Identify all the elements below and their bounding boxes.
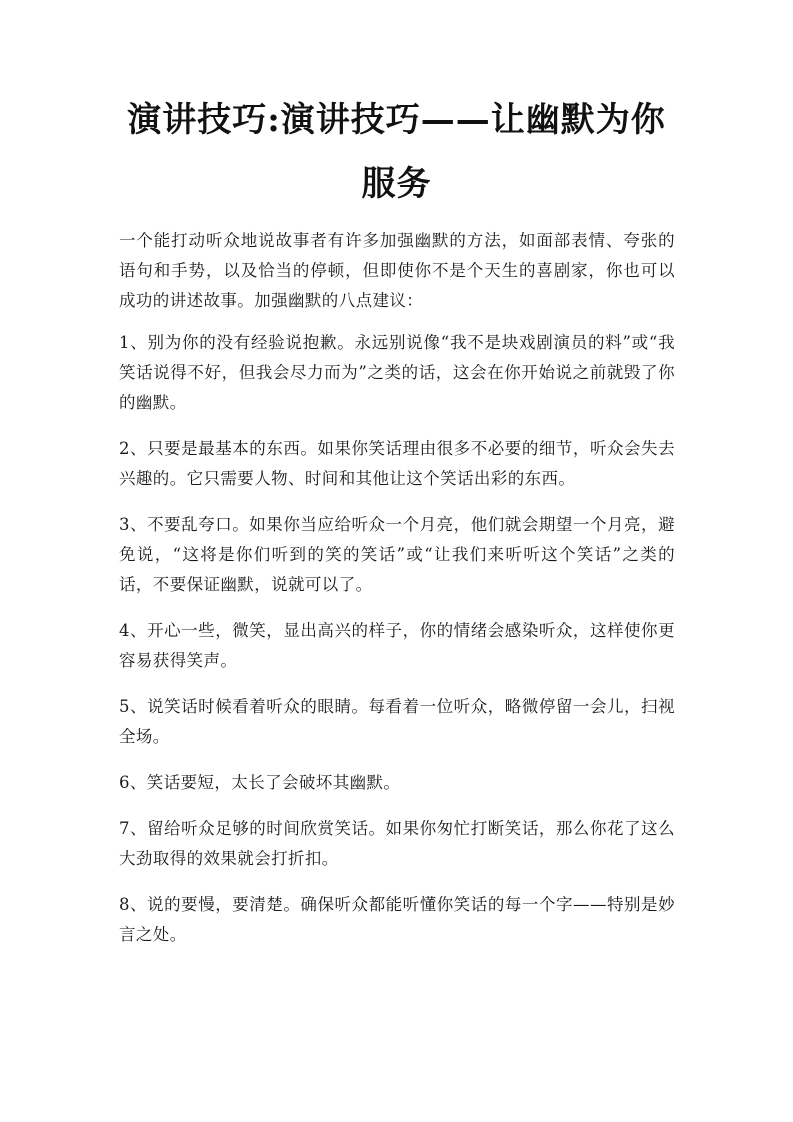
tip-paragraph-5: 5、说笑话时候看着听众的眼睛。每看着一位听众，略微停留一会儿，扫视全场。 xyxy=(119,697,675,746)
tip-paragraph-1: 1、别为你的没有经验说抱歉。永远别说像“我不是块戏剧演员的料”或“我笑话说得不好，但我会尽力而为”之类的话，这会在你开始说之前就毁了你的幽默。 xyxy=(119,333,675,412)
tip-paragraph-4: 4、开心一些，微笑，显出高兴的样子，你的情绪会感染听众，这样使你更容易获得笑声。 xyxy=(119,621,675,670)
page-title: 演讲技巧:演讲技巧——让幽默为你服务 xyxy=(127,100,666,204)
document-body xyxy=(119,226,675,966)
tip-paragraph-3: 3、不要乱夸口。如果你当应给听众一个月亮，他们就会期望一个月亮，避免说，“这将是你们听到的笑的笑话”或“让我们来听听这个笑话”之类的话，不要保证幽默，说就可以了。 xyxy=(119,515,675,594)
tip-paragraph-7: 7、留给听众足够的时间欣赏笑话。如果你匆忙打断笑话，那么你花了这么大劲取得的效果就会打折扣。 xyxy=(119,819,675,868)
tip-paragraph-8: 8、说的要慢，要清楚。确保听众都能听懂你笑话的每一个字——特别是妙言之处。 xyxy=(119,895,675,944)
tip-paragraph-2: 2、只要是最基本的东西。如果你笑话理由很多不必要的细节，听众会失去兴趣的。它只需要人物、时间和其他让这个笑话出彩的东西。 xyxy=(119,439,675,488)
intro-paragraph: 一个能打动听众地说故事者有许多加强幽默的方法，如面部表情、夸张的语句和手势，以及恰当的停顿，但即使你不是个天生的喜剧家，你也可以成功的讲述故事。加强幽默的八点建议： xyxy=(119,231,675,310)
tip-paragraph-6: 6、笑话要短，太长了会破坏其幽默。 xyxy=(119,773,401,792)
